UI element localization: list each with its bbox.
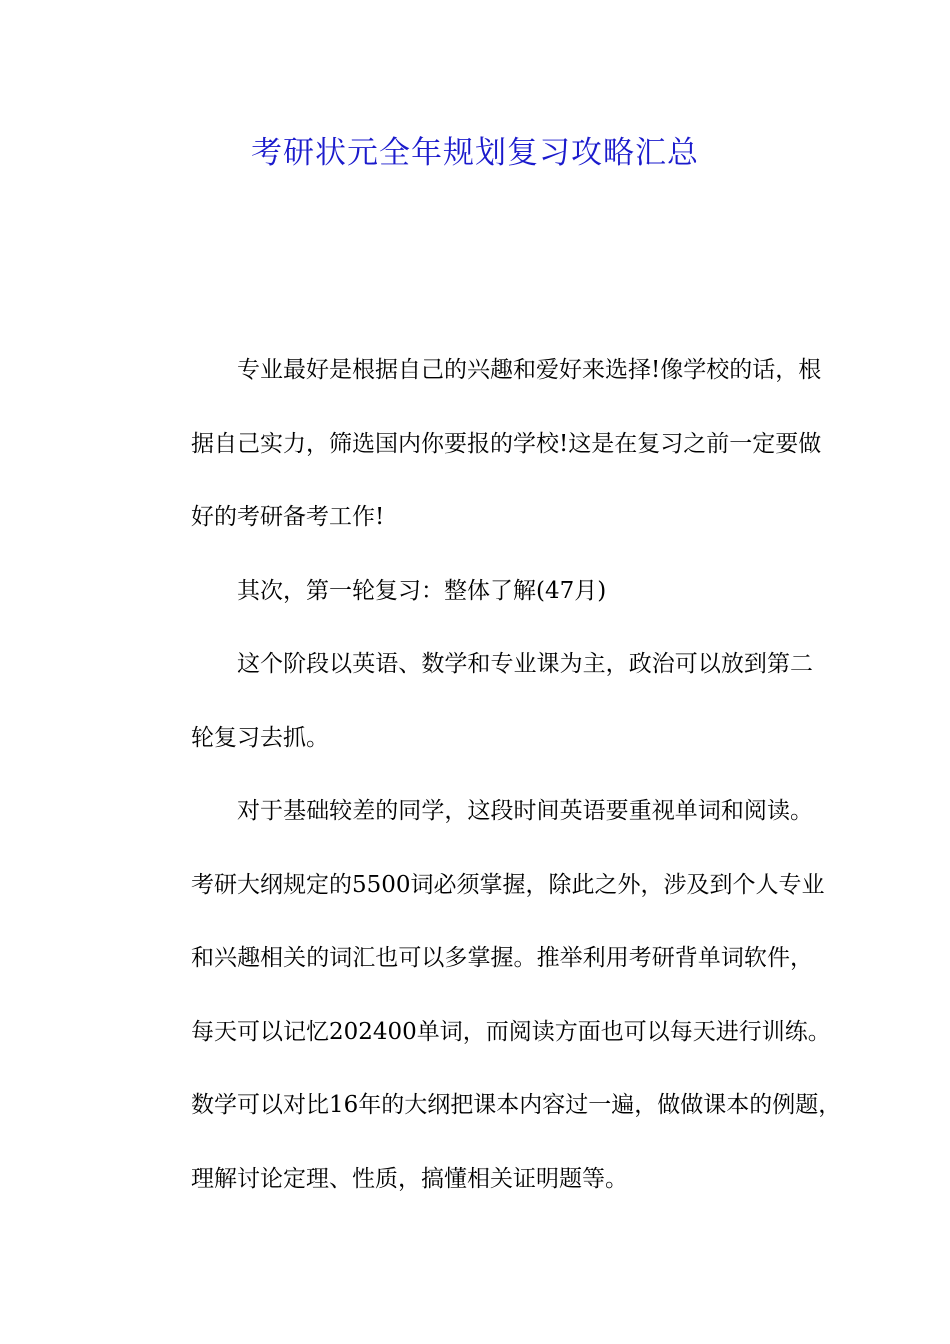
paragraph-line: 对于基础较差的同学，这段时间英语要重视单词和阅读。	[237, 798, 813, 824]
document-body	[145, 334, 842, 1216]
paragraph-line: 专业最好是根据自己的兴趣和爱好来选择!像学校的话，根	[237, 357, 822, 383]
paragraph-line: 数学可以对比16年的大纲把课本内容过一遍，做做课本的例题，	[191, 1092, 842, 1118]
paragraph-line: 其次，第一轮复习：整体了解(47月)	[237, 577, 607, 604]
paragraph-line: 这个阶段以英语、数学和专业课为主，政治可以放到第二	[237, 651, 813, 677]
paragraph-line: 好的考研备考工作!	[191, 504, 385, 530]
paragraph-line: 考研大纲规定的5500词必须掌握，除此之外，涉及到个人专业	[191, 871, 825, 898]
paragraph-line: 和兴趣相关的词汇也可以多掌握。推举利用考研背单词软件，	[191, 945, 813, 971]
paragraph-2	[145, 555, 813, 629]
paragraph-1	[145, 334, 822, 555]
paragraph-3	[145, 628, 813, 775]
paragraph-line: 每天可以记忆202400单词，而阅读方面也可以每天进行训练。	[191, 1018, 831, 1045]
paragraph-line: 据自己实力，筛选国内你要报的学校!这是在复习之前一定要做	[191, 430, 822, 457]
document-title: 考研状元全年规划复习攻略汇总	[251, 135, 699, 171]
paragraph-line: 理解讨论定理、性质，搞懂相关证明题等。	[191, 1165, 628, 1192]
paragraph-line: 轮复习去抓。	[191, 724, 329, 751]
paragraph-4	[145, 775, 842, 1216]
